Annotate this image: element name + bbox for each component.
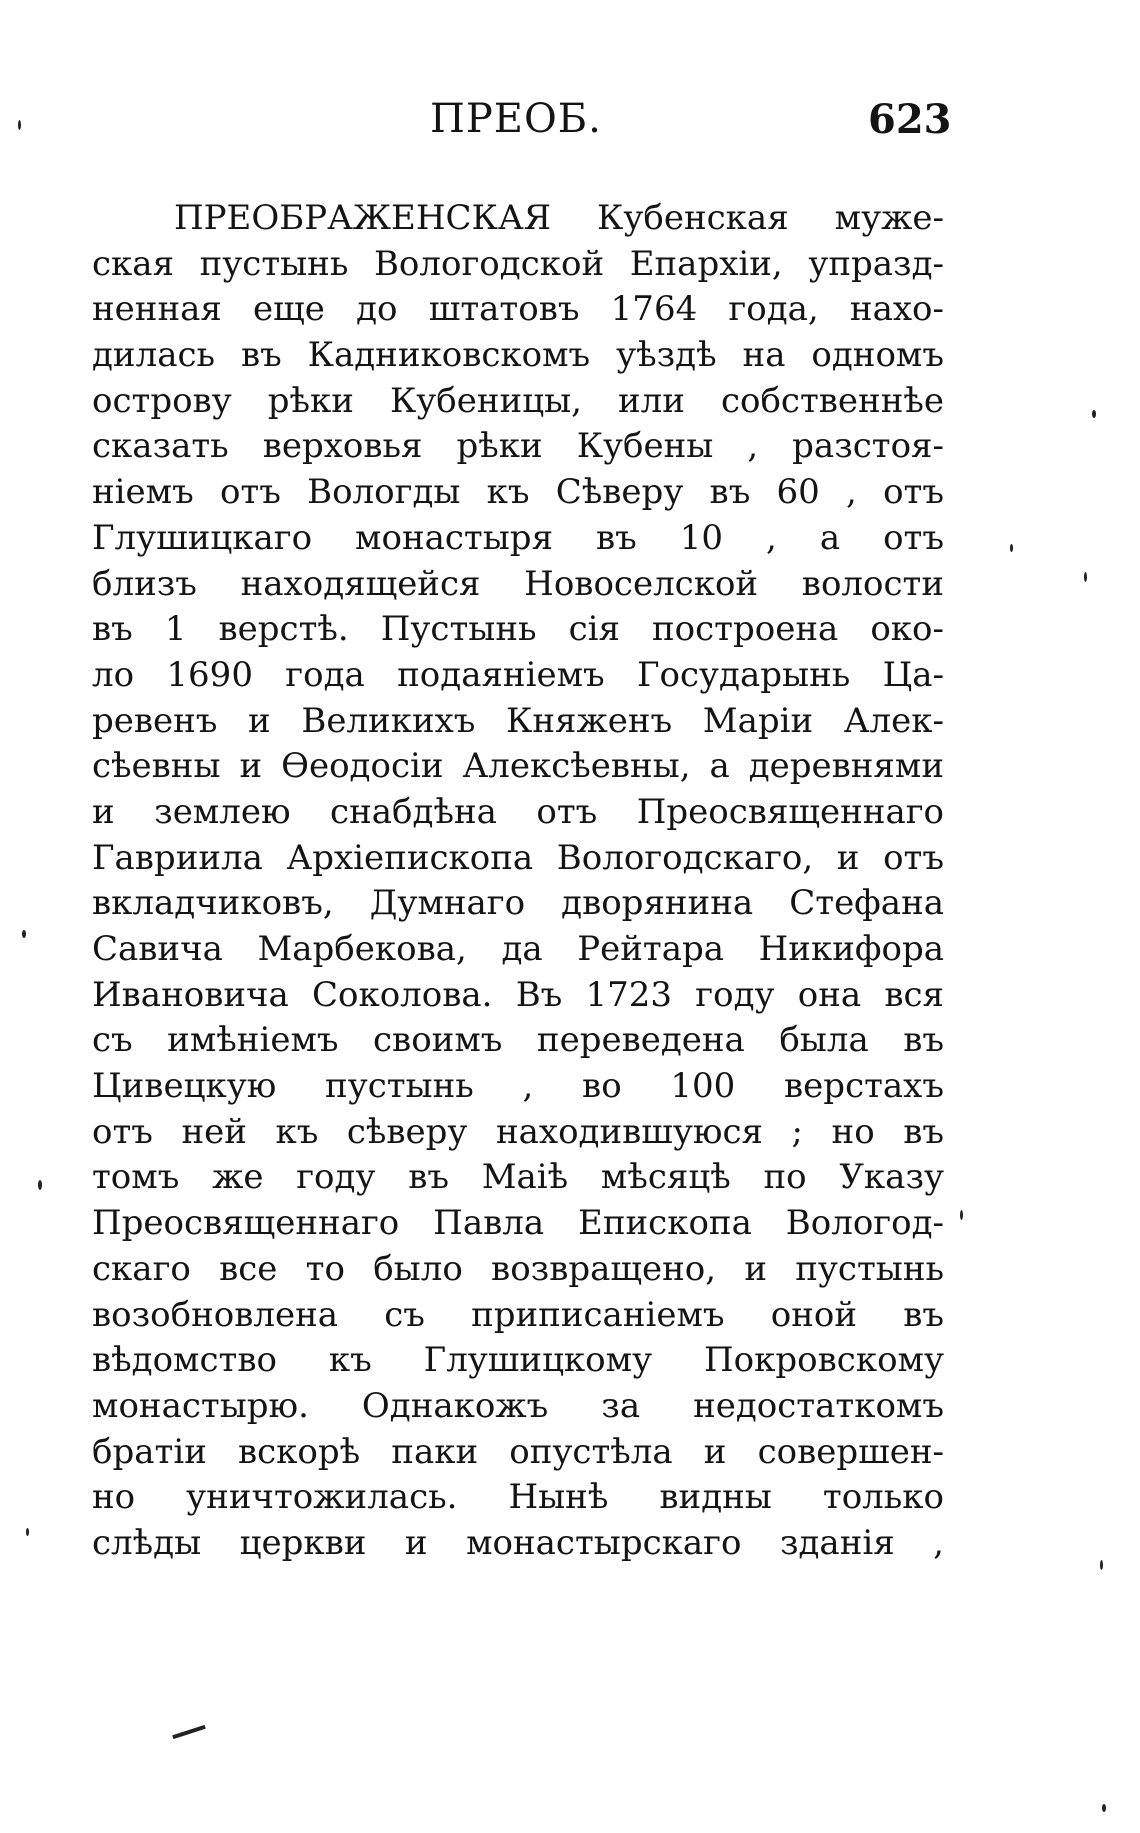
text-line: отъ ней къ сѣверу находившуюся ; но въ: [92, 1111, 944, 1152]
text-line: ПРЕОБРАЖЕНСКАЯ Кубенская муже-: [174, 198, 944, 238]
text-line: возобновлена съ приписанiемъ оной въ: [92, 1294, 944, 1335]
scan-speck: [1100, 1560, 1103, 1570]
text-line: скаго все то было возвращено, и пустынь: [92, 1248, 944, 1289]
text-line: ревенъ и Великихъ Княженъ Марiи Алек-: [92, 700, 944, 741]
page-number: 623: [868, 96, 952, 143]
text-line: вкладчиковъ, Думнаго дворянина Стефана: [92, 883, 944, 924]
text-line: Ивановича Соколова. Въ 1723 году она вся: [92, 974, 944, 1015]
text-line: Савича Марбекова, да Рейтара Никифора: [92, 929, 944, 969]
text-line: но уничтожилась. Нынѣ видны только: [92, 1477, 944, 1518]
text-line: Цивецкую пустынь , во 100 верстахъ: [92, 1066, 944, 1107]
text-line: Глушицкаго монастыря въ 10 , а отъ: [92, 517, 944, 558]
text-line: братiи вскорѣ паки опустѣла и совершен-: [92, 1431, 944, 1472]
body-text: [92, 196, 944, 1567]
text-line: дилась въ Кадниковскомъ уѣздѣ на одномъ: [92, 335, 944, 376]
text-line: и землею снабдѣна отъ Преосвященнаго: [92, 791, 944, 832]
text-line: томъ же году въ Маiѣ мѣсяцѣ по Указу: [92, 1157, 944, 1198]
scan-speck: [18, 120, 21, 130]
running-head: ПРЕОБ.: [430, 96, 602, 142]
scan-speck: [1010, 544, 1013, 552]
scan-speck: [1102, 1804, 1106, 1812]
scan-speck: [1092, 410, 1096, 418]
text-line: сѣевны и Ѳеодосiи Алексѣевны, а деревнями: [92, 746, 944, 787]
text-line: Преосвященнаго Павла Епископа Вологод-: [92, 1203, 944, 1244]
text-line: съ имѣнiемъ своимъ переведена была въ: [92, 1020, 944, 1061]
scan-speck: [22, 930, 26, 938]
scan-speck: [26, 1528, 29, 1536]
text-line: ская пустынь Вологодской Епархiи, упразд-: [92, 243, 944, 284]
text-line: въ 1 верстѣ. Пустынь сiя построена око-: [92, 609, 944, 650]
text-line: вѣдомство къ Глушицкому Покровскому: [92, 1340, 944, 1381]
scan-speck: [38, 1180, 42, 1190]
scan-mark: [172, 1725, 206, 1739]
scan-speck: [1084, 572, 1087, 582]
scan-speck: [960, 1210, 963, 1220]
text-line: ло 1690 года подаянiемъ Государынь Ца-: [92, 654, 944, 695]
text-line: Гавриила Архiепископа Вологодскаго, и отъ: [92, 837, 944, 878]
text-line: слѣды церкви и монастырскаго зданiя ,: [92, 1522, 944, 1563]
text-line: острову рѣки Кубеницы, или собственнѣе: [92, 380, 944, 421]
text-line: монастырю. Однакожъ за недостаткомъ: [92, 1385, 944, 1426]
text-line: ненная еще до штатовъ 1764 года, нахо-: [92, 289, 944, 330]
text-line: сказать верховья рѣки Кубены , разстоя-: [92, 426, 944, 467]
text-line: близъ находящейся Новоселской волости: [92, 563, 944, 604]
text-line: нiемъ отъ Вологды къ Сѣверу въ 60 , отъ: [92, 472, 944, 513]
